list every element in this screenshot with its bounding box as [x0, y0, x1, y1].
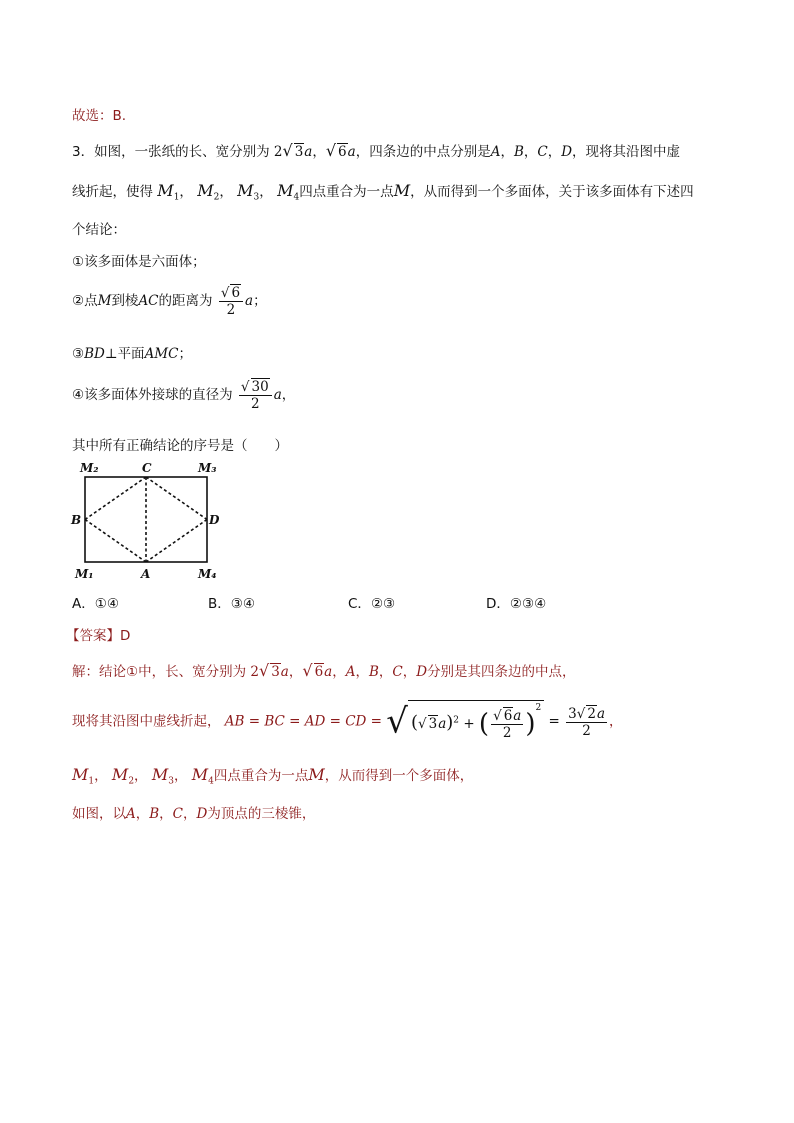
conclusion-2: ②点M到棱AC的距离为 $\frac{√ 6}{2}$ a；	[72, 285, 267, 318]
fraction-sqrt30-over-2: $\frac{√ 30}{2}$	[239, 378, 272, 412]
fold-line-bc	[85, 477, 146, 520]
option-b[interactable]: B．③④	[208, 596, 255, 612]
label-c: C	[142, 461, 152, 475]
fold-line-ba	[85, 520, 146, 563]
answer-line	[66, 624, 130, 644]
solution-line-2: 现将其沿图中虚线折起， AB = BC = AD = CD = √ (√ 3a)$^2$ + ( $\frac{√ 6a}{2}$ )$^2$ = $\frac{3√ 2a}{2}$ ，	[72, 701, 623, 742]
question-number: 3．	[72, 144, 95, 160]
option-d[interactable]: D．②③④	[486, 596, 547, 612]
label-m4: M₄	[198, 567, 217, 581]
label-a: A	[141, 567, 151, 581]
label-m3: M₃	[198, 461, 217, 475]
conclusion-1: ①该多面体是六面体；	[72, 254, 206, 270]
answer-value: D	[120, 628, 131, 644]
question-line-1: 3．如图，一张纸的长、宽分别为 2√ 3a，√ 6a，四条边的中点分别是A，B，C，D，现将其沿图中虚	[72, 141, 681, 160]
answer-label: 【答案】	[66, 628, 120, 644]
solution-line-4: 如图，以A，B，C，D为顶点的三棱锥，	[72, 806, 316, 822]
fold-line-cd	[146, 477, 207, 520]
question-line-3: 个结论：	[72, 222, 126, 238]
result-fraction: $\frac{3√ 2a}{2}$	[568, 705, 605, 739]
label-m2: M₂	[80, 461, 99, 475]
question-line-2: 线折起，使得 $M_1$， $M_2$， $M_3$， $M_4$四点重合为一点M，从而得到一个多面体，关于该多面体有下述四	[72, 181, 694, 203]
label-d: D	[209, 513, 220, 527]
previous-answer: 故选：B.	[72, 108, 127, 124]
conclusion-4: ④该多面体外接球的直径为 $\frac{√ 30}{2}$ a，	[72, 379, 296, 412]
option-c[interactable]: C．②③	[348, 596, 396, 612]
fold-line-da	[146, 520, 207, 563]
root-expression: √ (√ 3a)$^2$ + ( $\frac{√ 6a}{2}$ )$^2$	[386, 700, 544, 743]
option-a[interactable]: A．①④	[72, 596, 119, 612]
label-m1: M₁	[75, 567, 94, 581]
fraction-sqrt6-over-2: $\frac{√ 6}{2}$	[219, 284, 243, 318]
solution-line-3: $M_1$， $M_2$， $M_3$， $M_4$四点重合为一点M，从而得到一个多面体，	[72, 765, 474, 787]
conclusion-3: ③BD⊥平面AMC；	[72, 346, 192, 362]
solution-line-1: 解：结论①中，长、宽分别为 2√ 3a，√ 6a，A，B，C，D分别是其四条边的中点，	[72, 661, 576, 680]
question-prompt: 其中所有正确结论的序号是（ ）	[72, 438, 288, 454]
equation-sides: AB = BC = AD = CD =	[224, 713, 382, 730]
label-b: B	[71, 513, 82, 527]
folding-diagram	[66, 456, 236, 584]
